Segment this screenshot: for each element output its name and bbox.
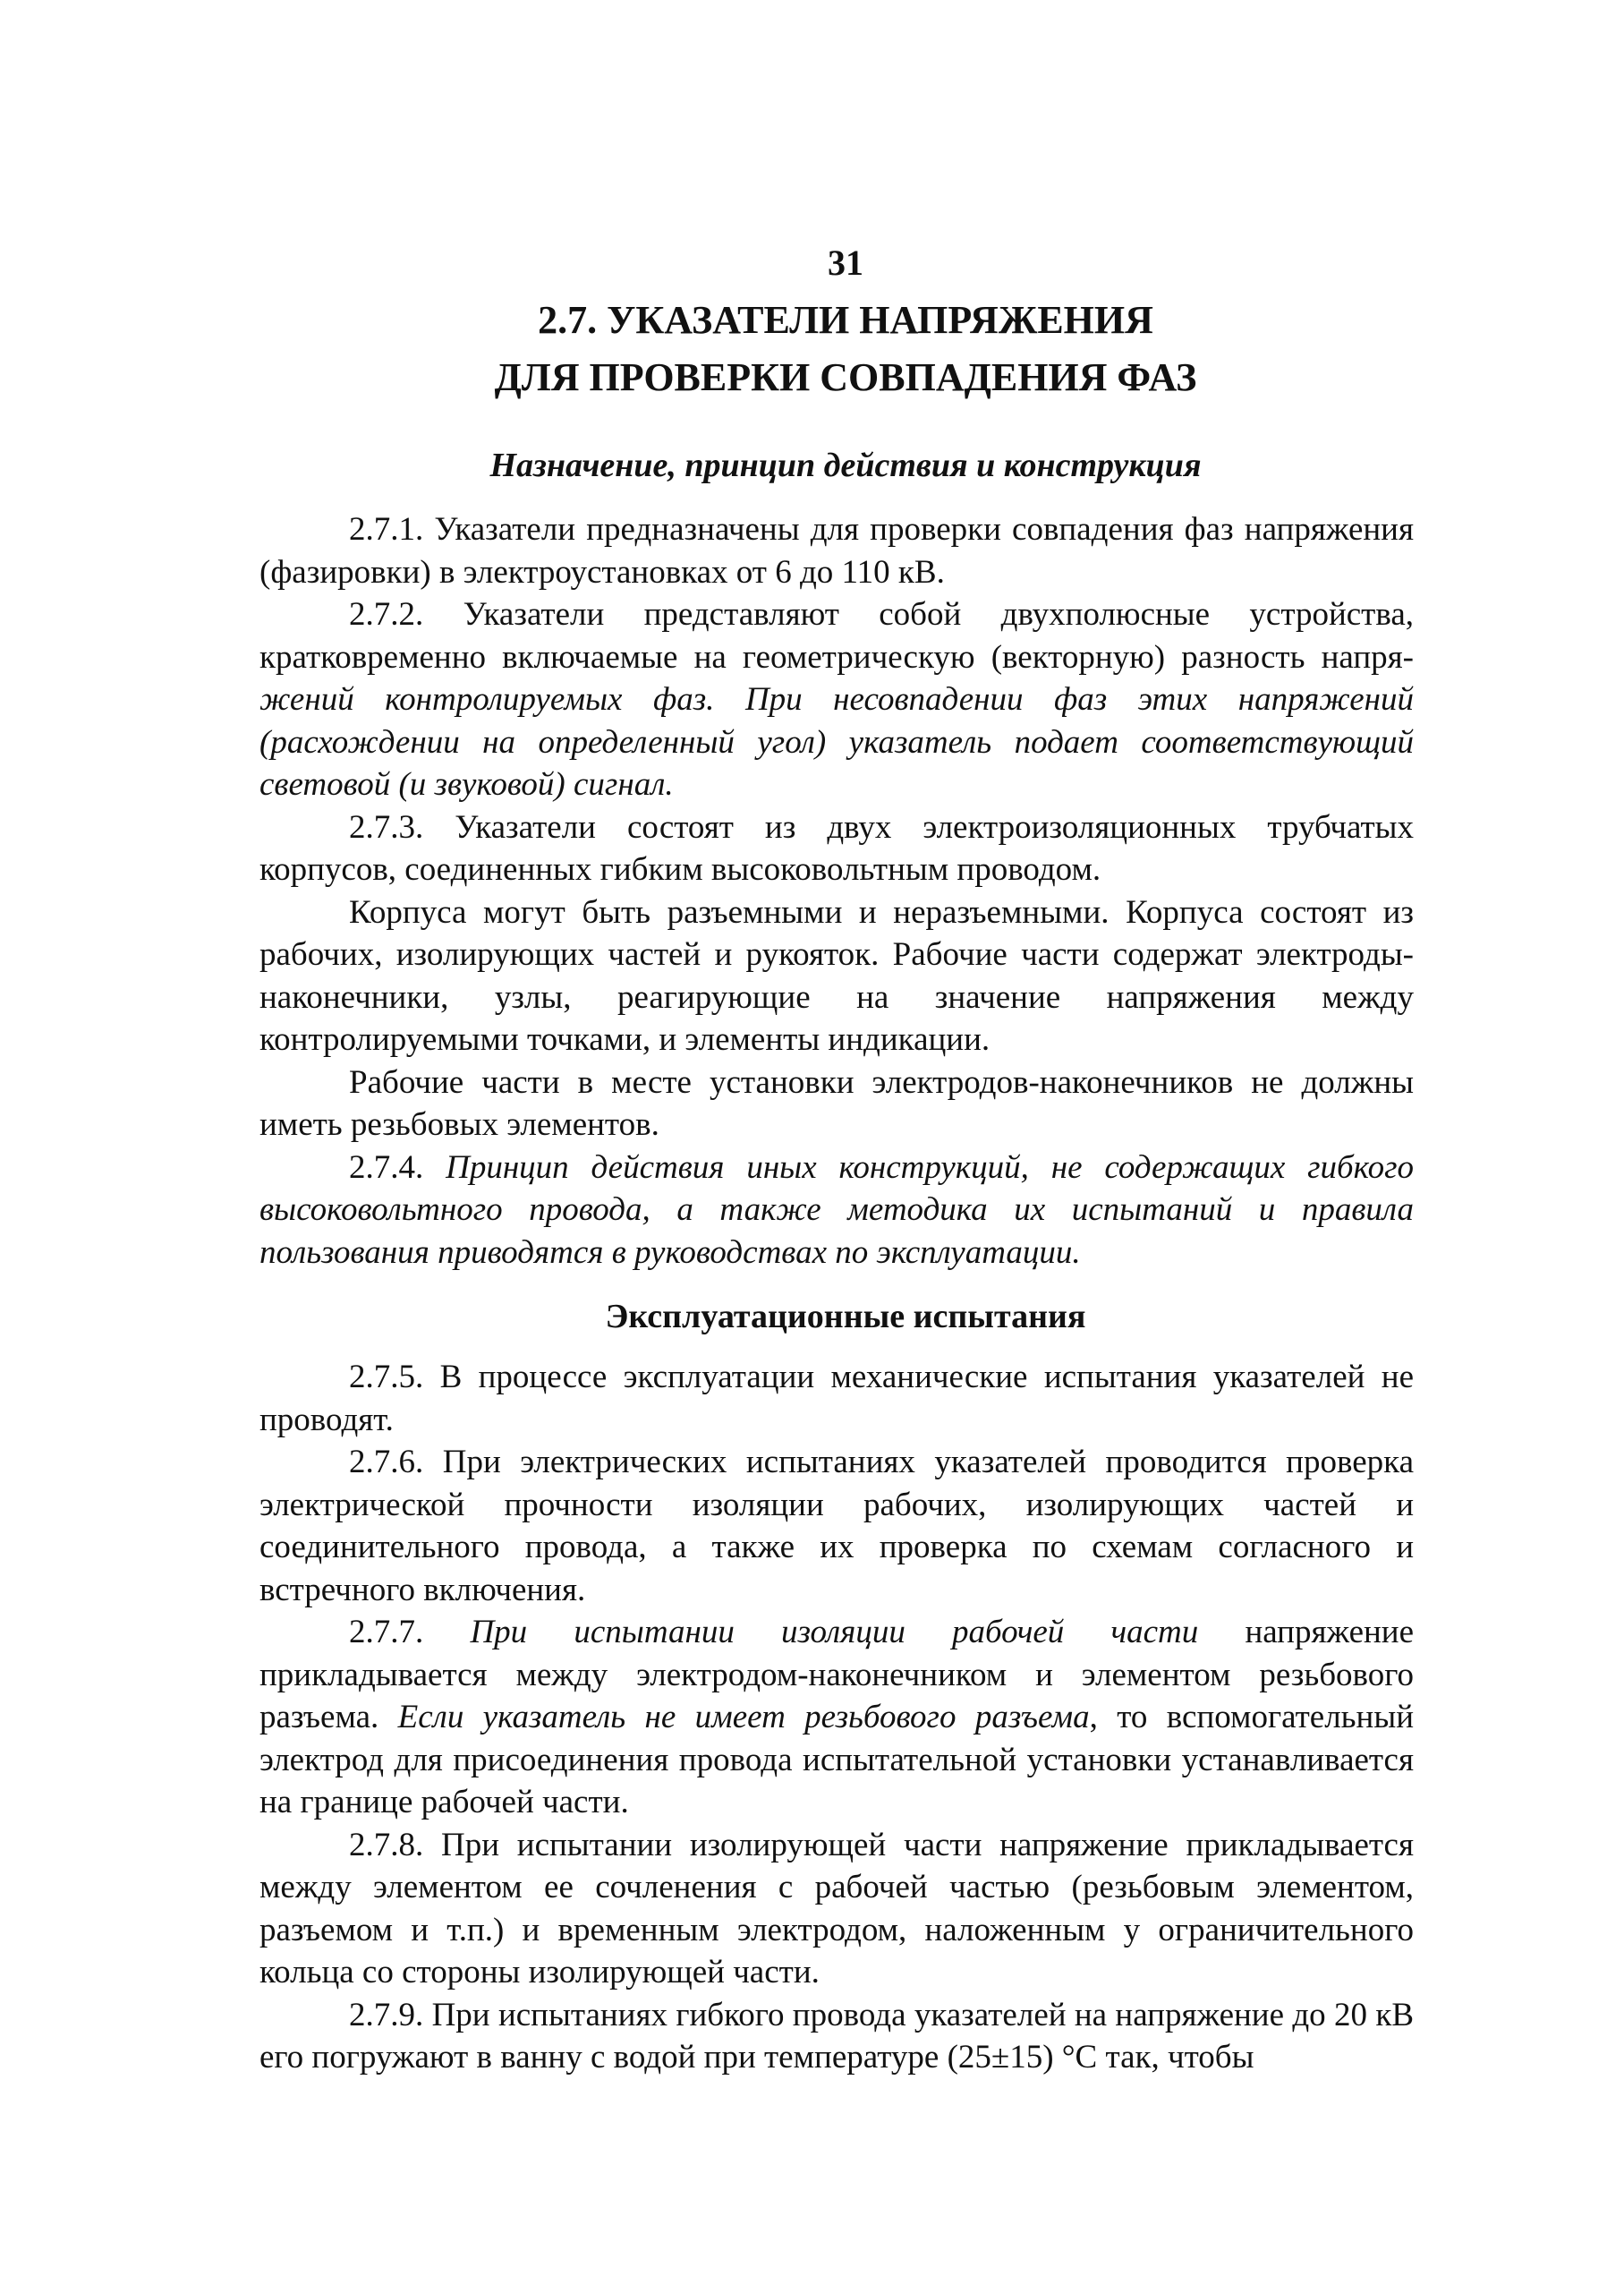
paragraph-2-7-7-number: 2.7.7. — [349, 1614, 471, 1650]
paragraph-working-parts: Рабочие части в месте установки электродов-наконечников не должны иметь резьбовых элементов. — [259, 1063, 1414, 1143]
paragraph-2-7-7-italic2: Если указатель не имеет резьбового разъема — [397, 1699, 1090, 1735]
paragraph-2-7-7-text: напряжение прикладывается между электродом-наконечником и элементом резьбового разъема. — [259, 1614, 1415, 1735]
document-page — [259, 242, 1414, 2079]
paragraph-2-7-3: 2.7.3. Указатели состоят из двух электроизоляционных трубчатых корпусов, соединенных гибким высоковольтным проводом. — [259, 808, 1414, 888]
paragraph-2-7-9: 2.7.9. При испытаниях гибкого провода указателей на напряжение до 20 кВ его погружают в ванну с водой при температуре (25±15) °С так, чтобы — [259, 1996, 1414, 2076]
paragraph-2-7-4-text: Принцип действия иных конструкций, не содержащих гибкого высоковольтного провода, а также методика их испытаний и правила пользования приводятся в руководствах по эксплуатации. — [259, 1148, 1415, 1271]
paragraph-2-7-5: 2.7.5. В процессе эксплуатации механические испытания указателей не проводят. — [259, 1359, 1414, 1438]
paragraph-2-7-7 — [259, 1611, 1414, 1824]
paragraph-2-7-2 — [259, 593, 1414, 806]
paragraph-2-7-6: 2.7.6. При электрических испытаниях указателей проводится проверка электрической прочности изоляции рабочих, изолирующих частей и соединительного провода, а также их проверка по схемам согласного и встречного включения. — [259, 1444, 1414, 1608]
paragraph-housing: Корпуса могут быть разъемными и неразъемными. Корпуса состоят из рабочих, изолирующих частей и рукояток. Рабочие части содержат электроды-наконечники, узлы, реагирующие на значение напряжения между контролируемыми точками, и элементы индикации. — [259, 893, 1414, 1058]
section-title-line2: ДЛЯ ПРОВЕРКИ СОВПАДЕНИЯ ФАЗ — [494, 355, 1197, 399]
section-title-line1: 2.7. УКАЗАТЕЛИ НАПРЯЖЕНИЯ — [538, 298, 1153, 342]
paragraph-2-7-2-part2: жений контролируемых фаз. При несовпадении фаз этих напряжений (расхождении на определенный угол) указатель подает соответствующий световой (и звуковой) сигнал. — [259, 681, 1414, 803]
paragraph-2-7-4-number: 2.7.4. — [349, 1148, 446, 1186]
paragraph-2-7-4 — [259, 1146, 1414, 1274]
paragraph-2-7-1: 2.7.1. Указатели предназначены для проверки совпадения фаз напряжения (фазировки) в электроустановках от 6 до 110 кВ. — [259, 511, 1414, 591]
subheading-purpose: Назначение, принцип действия и конструкция — [489, 447, 1202, 484]
paragraph-2-7-8: 2.7.8. При испытании изолирующей части напряжение прикладывается между элементом ее сочленения с рабочей частью (резьбовым элементом, разъемом и т.п.) и временным электродом, наложенным у ограничительного кольца со стороны изолирующей части. — [259, 1826, 1414, 1990]
paragraph-2-7-7-text2: , то вспомогательный электрод для присоединения провода испытательной установки устанавливается на границе рабочей части. — [259, 1699, 1414, 1820]
paragraph-2-7-7-italic: При испытании изоляции рабочей части — [470, 1614, 1199, 1650]
paragraph-2-7-2-part1: 2.7.2. Указатели представляют собой двухполюсные устройства, кратковременно включаемые на геометрическую (векторную) разность напря — [259, 596, 1414, 676]
subheading-operational-tests: Эксплуатационные испытания — [605, 1298, 1086, 1335]
page-number: 31 — [828, 243, 863, 283]
